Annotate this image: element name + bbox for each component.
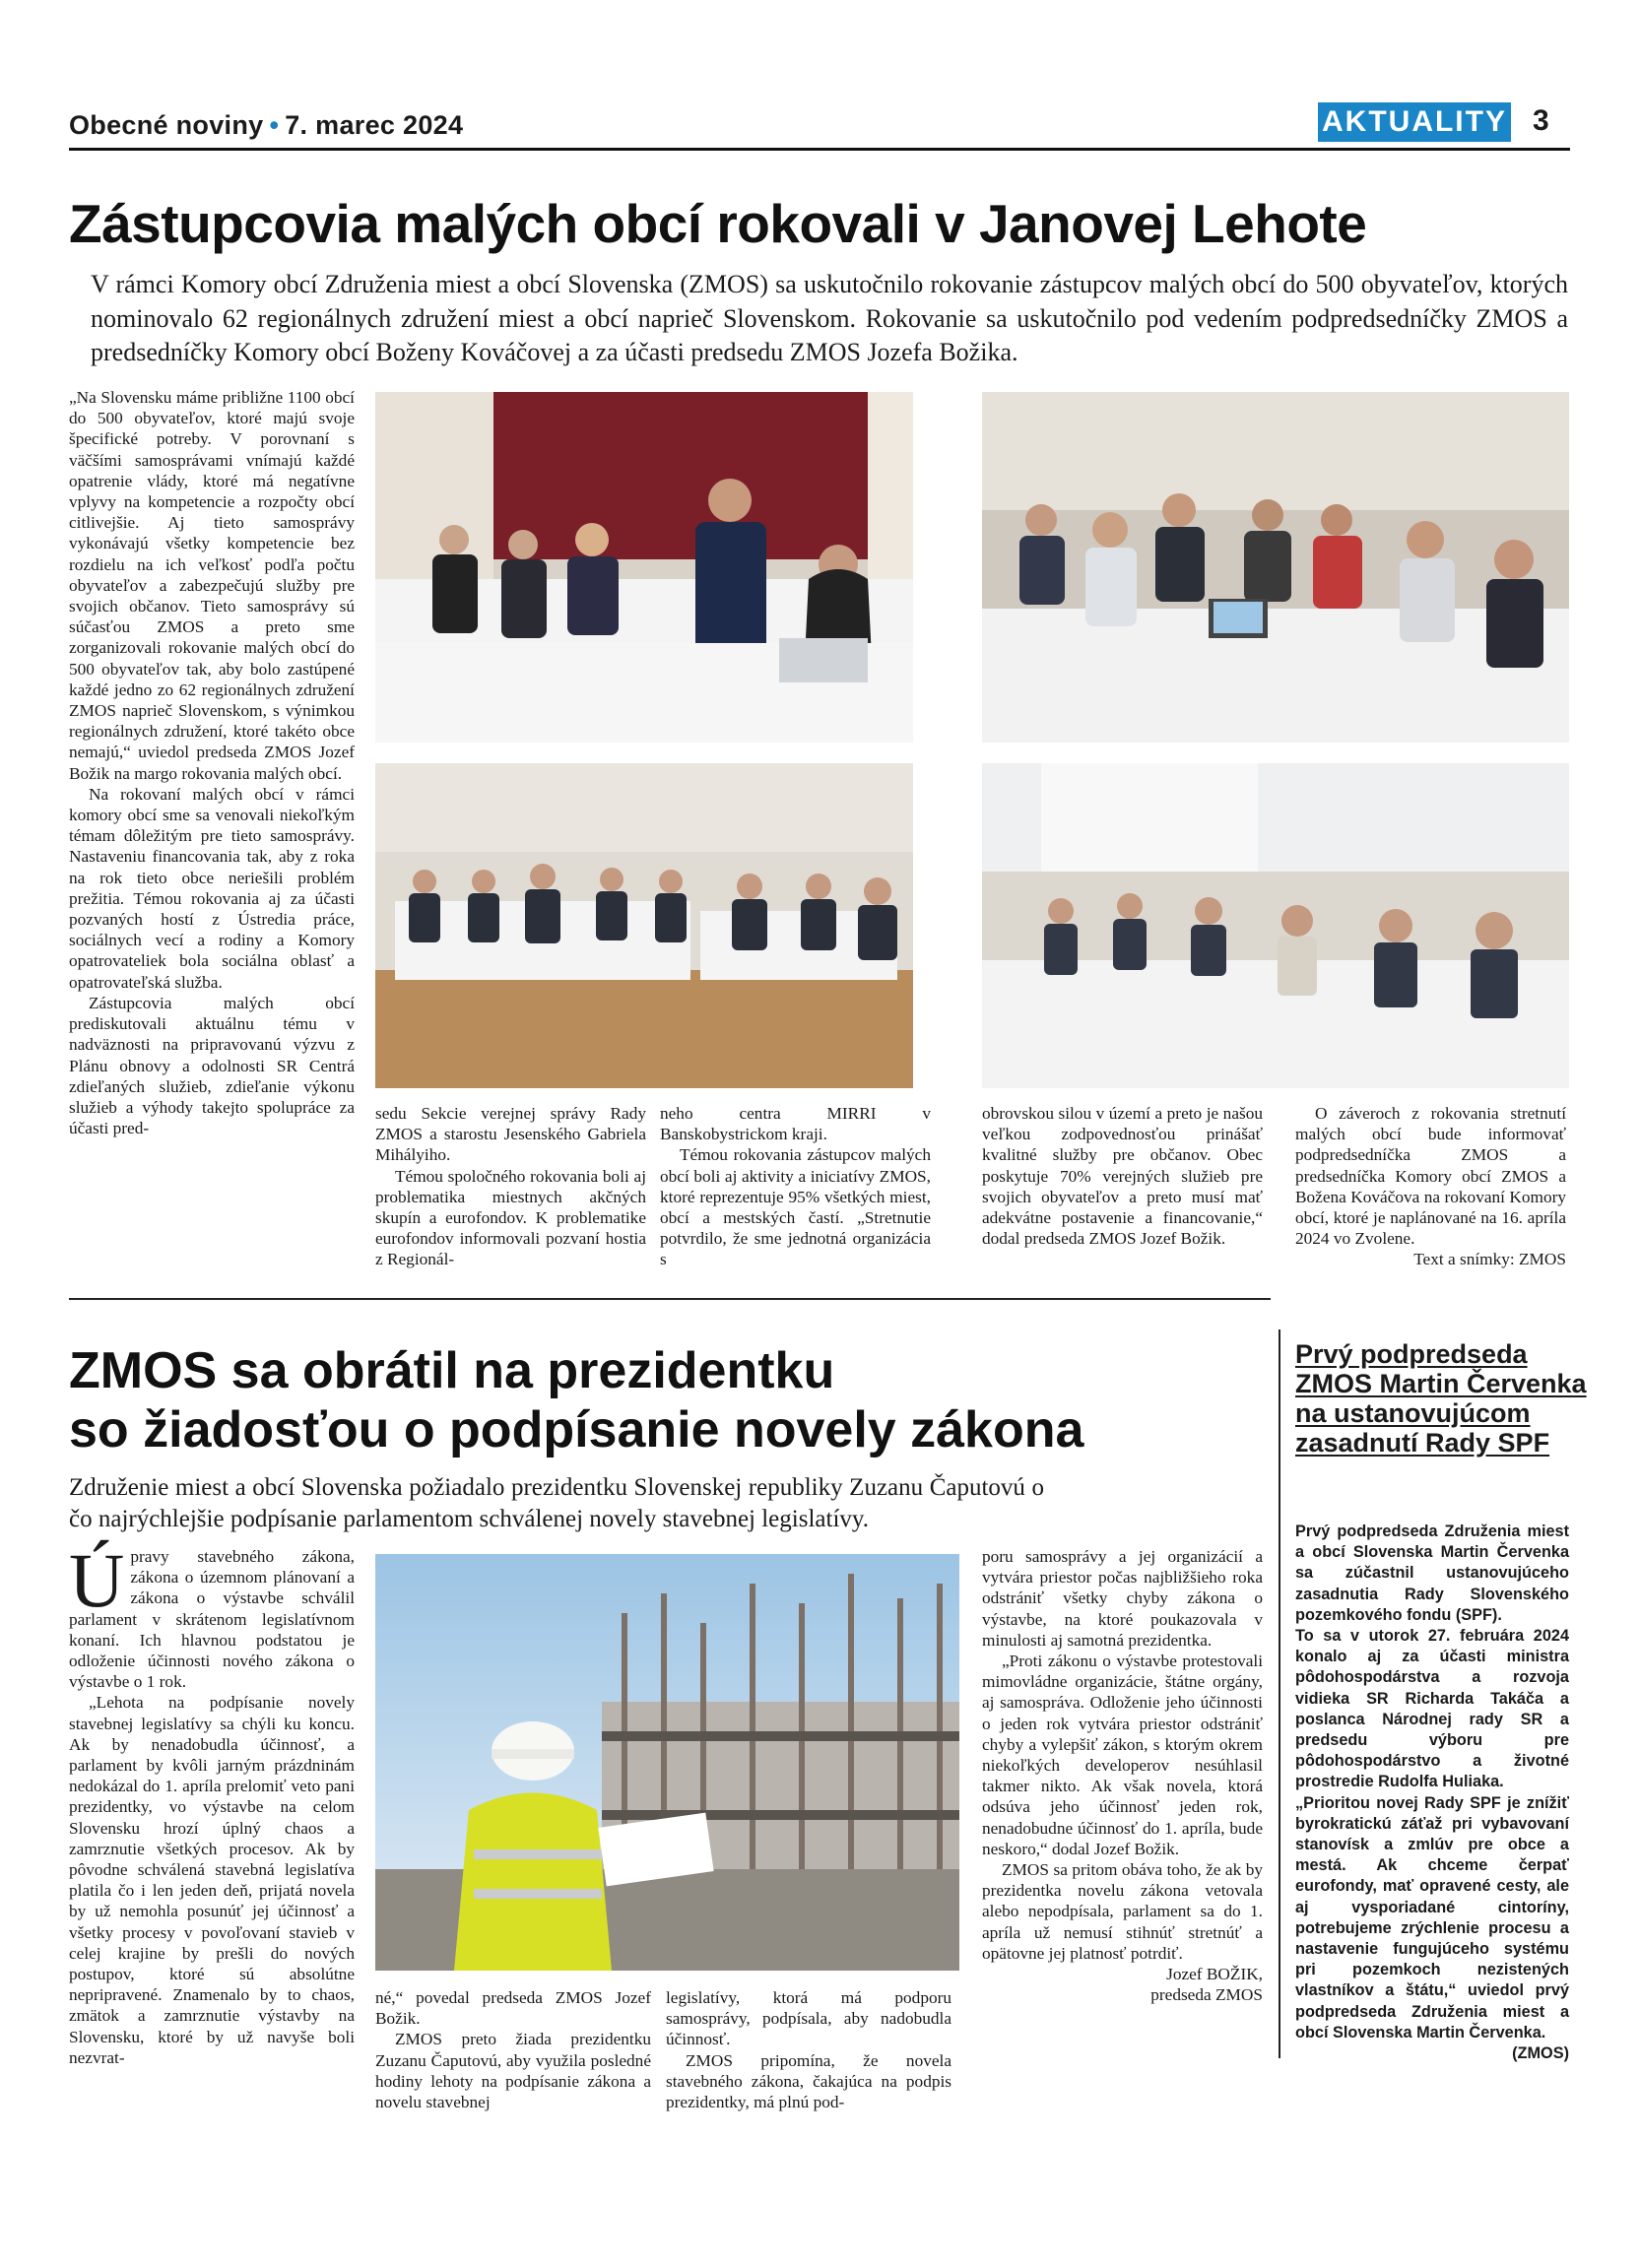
paragraph: Témou spoločného rokovania boli aj problematika miestnych akčných skupín a eurofondov. K problematike eurofondov informovali pozvaní hostia z Regionál-: [375, 1166, 646, 1269]
sidebar-title: Prvý podpredseda ZMOS Martin Červenka na ustanovujúcom zasadnutí Rady SPF: [1295, 1339, 1587, 1458]
paragraph: legislatívy, ktorá má podporu samosprávy, podpísala, aby nadobudla účinnosť.: [666, 1988, 951, 2049]
dropcap: Ú: [69, 1537, 125, 1623]
article2-column-4: [982, 1546, 1263, 2005]
paragraph: Zástupcovia malých obcí prediskutovali aktuálnu tému v nadväznosti na pripravovanú výzvu z Plánu obnovy a odolnosti SR Centrá zdieľaných služieb, zdieľanie výkonu služieb a výhody takejto spolupráce za účasti pred-: [69, 993, 355, 1138]
paragraph: ZMOS preto žiada prezidentku Zuzanu Čaputovú, aby využila posledné hodiny lehoty na podpísanie zákona a novelu stavebnej: [375, 2030, 651, 2112]
sidebar-divider: [1279, 1329, 1280, 2058]
page-number: 3: [1533, 104, 1549, 137]
separator-dot: •: [269, 110, 280, 140]
article2-column-1: [69, 1537, 355, 2068]
article1-column-5: [1295, 1103, 1566, 1270]
article2-lead: Združenie miest a obcí Slovenska požiadalo prezidentku Slovenskej republiky Zuzanu Čaputovú o čo najrýchlejšie podpísanie parlamentom schválenej novely stavebnej legislatívy.: [69, 1474, 1044, 1532]
sidebar-credit: (ZMOS): [1512, 2044, 1569, 2063]
paragraph: ZMOS sa pritom obáva toho, že ak by prezidentka novelu zákona vetovala alebo nepodpísala, parlament sa do 1. apríla už nemusí stihnúť stretnúť a opätovne jej platnosť potrdiť.: [982, 1860, 1263, 1963]
signature-name: Jozef BOŽIK,: [1166, 1965, 1263, 1984]
sidebar-paragraph: Prvý podpredseda Združenia miest a obcí Slovenska Martin Červenka sa zúčastnil ustanovujúceho zasadnutia Rady Slovenského pozemkového fondu (SPF).: [1295, 1523, 1569, 1624]
paragraph: ZMOS pripomína, že novela stavebného zákona, čakajúca na podpis prezidentky, má plnú pod-: [666, 2050, 951, 2112]
paragraph: obrovskou silou v území a preto je našou veľkou zodpovednosťou prinášať kvalitné služby pre občanov. Obec poskytuje 70% verejných služieb pre svojich obyvateľov a preto musí mať adekvátne postavenie a financovanie,“ dodal predseda ZMOS Jozef Božik.: [982, 1104, 1263, 1249]
article1-column-4: [982, 1103, 1263, 1249]
paragraph-with-dropcap: [69, 1537, 355, 1692]
article1-lead: V rámci Komory obcí Združenia miest a obcí Slovenska (ZMOS) sa uskutočnilo rokovanie zástupcov malých obcí do 500 obyvateľov, ktorých nominovalo 62 regionálnych združení miest a obcí naprieč Slovenskom. Rokovanie sa uskutočnilo pod vedením podpredsedníčky ZMOS a predsedníčky Komory obcí Boženy Kováčovej a za účasti predsedu ZMOS Jozefa Božika.: [91, 270, 1568, 366]
article1-column-2: [375, 1103, 646, 1270]
sidebar-paragraph: „Prioritou novej Rady SPF je znížiť byrokratickú záťaž pri vybavovaní stanovísk a zmlúv pre obce a mestá. Ak chceme čerpať eurofondy, mať opravené cesty, ale aj vysporiadané cintoríny, potrebujeme zrýchlenie procesu a nastavenie fungujúceho systému pri pozemkoch nezistených vlastníkov a štátu,“ uviedol prvý podpredseda Združenia miest a obcí Slovenska Martin Červenka.: [1295, 1793, 1569, 2041]
section-tag: AKTUALITY: [1318, 102, 1511, 142]
paragraph: „Proti zákonu o výstavbe protestovali mimovládne organizácie, štátne orgány, aj samospráva. Odloženie jeho účinnosti o jeden rok vytvára priestor odstrániť chyby a vylepšiť zákon, s ktorým okrem niekoľkých developerov nesúhlasil takmer nikto. Ak však novela, ktorá odsúva jeho účinnosť jeden rok, nenadobudne účinnosť do 1. apríla, bude neskoro,“ dodal Jozef Božik.: [982, 1652, 1263, 1858]
article2-column-3: [666, 1987, 951, 2112]
article-divider: [69, 1298, 1271, 1300]
photo-attendees-room: [375, 763, 913, 1088]
article2-title-line-1: ZMOS sa obrátil na prezidentku: [69, 1342, 835, 1399]
paragraph: O záveroch z rokovania stretnutí malých obcí bude informovať podpredsedníčka ZMOS a predsedníčka Komory obcí ZMOS a Božena Kováčova na rokovaní Komory obcí, ktoré je naplánované na 16. apríla 2024 vo Zvolene.: [1295, 1104, 1566, 1249]
paragraph: „Na Slovensku máme približne 1100 obcí do 500 obyvateľov, ktoré majú svoje špecifické potreby. V porovnaní s väčšími samosprávami vnímajú každé opatrenie vlády, ktoré má negatívne vplyvy na kompetencie a rozpočty obcí citlivejšie. Aj tieto samosprávy vykonávajú všetky kompetencie bez rozdielu na ich veľkosť podľa počtu obyvateľov a zabezpečujú služby pre svojich občanov. Tieto samosprávy sú súčasťou ZMOS a preto sme zorganizovali rokovanie malých obcí do 500 obyvateľov tak, aby bolo zastúpené každé jedno zo 62 regionálnych združení ZMOS naprieč Slovenskom, s výnimkou regionálnych združení, ktoré takéto obce nemajú,“ uviedol predseda ZMOS Jozef Božik na margo rokovania malých obcí.: [69, 388, 355, 783]
sidebar-article: [1295, 1522, 1569, 2064]
paragraph-text: pravy stavebného zákona, zákona o územnom plánovaní a zákona o výstavbe schválil parlament v skrátenom legislatívnom konaní. Ich hlavnou podstatou je odloženie účinnosti nového zákona o výstavbe o 1 rok.: [69, 1547, 355, 1692]
paragraph: Na rokovaní malých obcí v rámci komory obcí sme sa venovali niekoľkým témam dôležitým pre tieto samosprávy. Nastaveniu financovania tak, aby z roka na rok tieto obce neriešili problém prežitia. Témou rokovania aj za účasti pozvaných hostí z Ústredia práce, sociálnych vecí a rodiny a Komory opatrovateliek bola sociálna oblasť a opatrovateľská služba.: [69, 784, 355, 992]
photo-conference-table: [982, 392, 1569, 743]
signature-role: predseda ZMOS: [1150, 1985, 1263, 2005]
photo-participants-tables: [982, 763, 1569, 1088]
article2-title: [69, 1341, 1083, 1459]
header-rule: [69, 148, 1570, 151]
paper-name: Obecné noviny: [69, 110, 264, 140]
paragraph: „Lehota na podpísanie novely stavebnej legislatívy sa chýli ku koncu. Ak by nenadobudla účinnosť, a parlament by kvôli jarným prázdninám nedokázal do 1. apríla prelomiť veto pani prezidentky, vo výstavbe na celom Slovensku hrozí úplný chaos a zamrznutie všetkých procesov. Ak by pôvodne schválená stavebná legislatíva platila čo i len jeden deň, prijatá novela by už nemohla posunúť jej účinnosť a všetky procesy v povoľovaní stavieb v celej krajine by prešli do nových postupov, ktoré sú absolútne nepripravené. Znamenalo by to chaos, zmätok a zamrznutie výstavby na Slovensku, ktoré by už navyše boli nezvrat-: [69, 1693, 355, 2067]
article2-title-line-2: so žiadosťou o podpísanie novely zákona: [69, 1401, 1084, 1458]
photo-credit: Text a snímky: ZMOS: [1413, 1250, 1566, 1269]
photo-speaker-at-podium: [375, 392, 913, 743]
paragraph: né,“ povedal predseda ZMOS Jozef Božik.: [375, 1988, 651, 2029]
paragraph: sedu Sekcie verejnej správy Rady ZMOS a starostu Jesenského Gabriela Mihályiho.: [375, 1104, 646, 1165]
paragraph: poru samosprávy a jej organizácií a vytvára priestor počas najbližšieho roka odstrániť všetky chyby zákona o výstavbe, na ktoré poukazovala v minulosti aj samotná prezidentka.: [982, 1547, 1263, 1650]
paragraph: Témou rokovania zástupcov malých obcí boli aj aktivity a iniciatívy ZMOS, ktoré reprezentuje 95% všetkých miest, obcí a mestských častí. „Stretnutie potvrdilo, že sme jednotná organizácia s: [660, 1145, 931, 1269]
article1-column-3: [660, 1103, 931, 1270]
photo-construction-worker: [375, 1554, 959, 1971]
paragraph: neho centra MIRRI v Banskobystrickom kraji.: [660, 1104, 931, 1144]
masthead: [69, 110, 463, 141]
sidebar-paragraph: To sa v utorok 27. februára 2024 konalo aj za účasti ministra pôdohospodárstva a rozvoja vidieka SR Richarda Takáča a poslanca Národnej rady SR a predsedu výboru pre pôdohospodárstvo a životné prostredie Rudolfa Huliaka.: [1295, 1627, 1569, 1791]
article1-column-1: [69, 387, 355, 1138]
article2-column-2: [375, 1987, 651, 2112]
article1-title: Zástupcovia malých obcí rokovali v Janovej Lehote: [69, 193, 1367, 254]
issue-date: 7. marec 2024: [285, 110, 464, 140]
